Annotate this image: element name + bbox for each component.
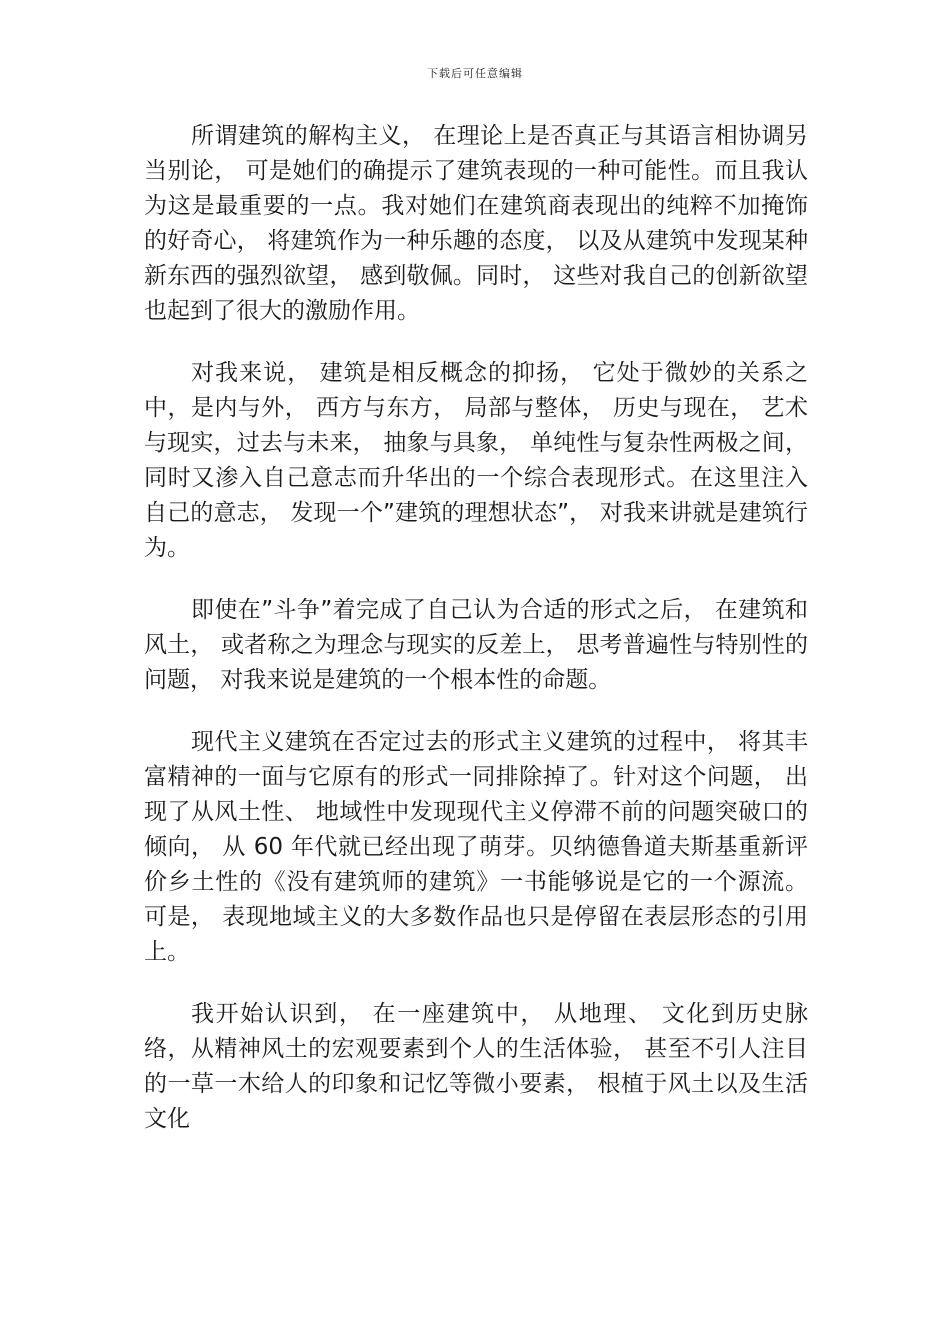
- paragraph-3: 即使在”斗争”着完成了自己认为合适的形式之后， 在建筑和风土， 或者称之为理念与现实的反差上， 思考普遍性与特别性的问题， 对我来说是建筑的一个根本性的命题。: [144, 597, 808, 693]
- article-body: [144, 119, 808, 1137]
- paragraph-4: 现代主义建筑在否定过去的形式主义建筑的过程中， 将其丰富精神的一面与它原有的形式一同排除掉了。针对这个问题， 出现了从风土性、 地域性中发现现代主义停滞不前的问题突破口的倾向， 从 60 年代就已经出现了萌芽。贝纳德鲁道夫斯基重新评价乡土性的《没有建筑师的建筑》一书能够说是它的一个源流。可是， 表现地域主义的大多数作品也只是停留在表层形态的引用上。: [144, 729, 808, 965]
- page-header: 下载后可任意编辑: [427, 67, 523, 80]
- paragraph-2: 对我来说， 建筑是相反概念的抑扬， 它处于微妙的关系之中，是内与外， 西方与东方， 局部与整体， 历史与现在， 艺术与现实，过去与未来， 抽象与具象， 单纯性与复杂性两极之间， 同时又渗入自己意志而升华出的一个综合表现形式。在这里注入自己的意志， 发现一个”建筑的理想状态”， 对我来讲就是建筑行为。: [144, 360, 808, 561]
- paragraph-5: 我开始认识到， 在一座建筑中， 从地理、 文化到历史脉络，从精神风土的宏观要素到个人的生活体验， 甚至不引人注目的一草一木给人的印象和记忆等微小要素， 根植于风土以及生活文化: [144, 1001, 808, 1132]
- paragraph-1: 所谓建筑的解构主义， 在理论上是否真正与其语言相协调另当别论， 可是她们的确提示了建筑表现的一种可能性。而且我认为这是最重要的一点。我对她们在建筑商表现出的纯粹不加掩饰的好奇心， 将建筑作为一种乐趣的态度， 以及从建筑中发现某种新东西的强烈欲望， 感到敬佩。同时， 这些对我自己的创新欲望也起到了很大的激励作用。: [144, 123, 808, 324]
